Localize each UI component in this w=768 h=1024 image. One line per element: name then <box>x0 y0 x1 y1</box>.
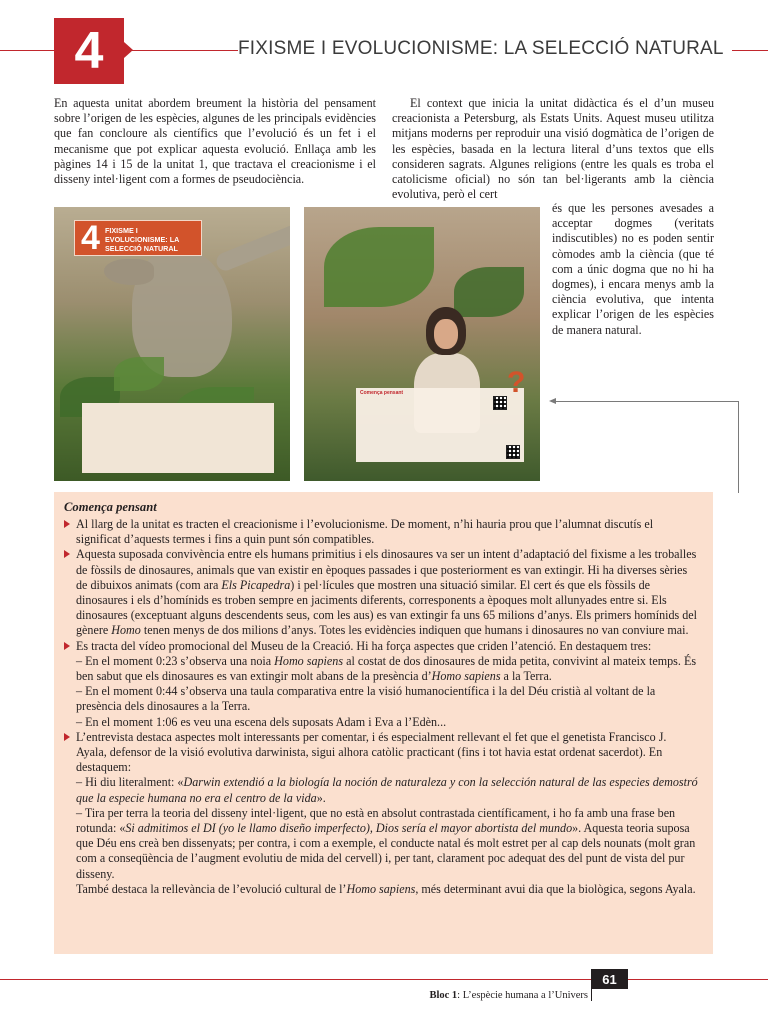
qr-code-icon <box>506 445 520 459</box>
connector-line <box>556 401 738 402</box>
book-unit-label <box>74 220 202 256</box>
box-title: Comença pensant <box>64 500 157 514</box>
bullet-item: L’entrevista destaca aspectes molt interessants per comentar, i és especialment rellevant el fet que el genetista Francisco J. Ayala, defensor de la visió evolutiva darwinista, sigui alhora catòlic practicant (fins i tot havia estat ordenat sacerdot). En destaquem: <box>64 730 699 776</box>
dash-item: – En el moment 0:23 s’observa una noia Homo sapiens al costat de dos dinosaures de mida petita, convivint al mateix temps. És ben sabut que els dinosaures es van extingir molt abans de la presència d’Homo sapiens a la Terra. <box>76 653 697 684</box>
dash-item: – Hi diu literalment: «Darwin extendió a la biología la noción de naturaleza y con la selección natural de las especies demostró que la especie humana no era el centro de la vida». <box>76 775 698 805</box>
girl-face <box>434 319 458 349</box>
bullet-item: Es tracta del vídeo promocional del Museu de la Creació. Hi ha força aspectes que criden l’atenció. En destaquem tres: <box>64 639 699 654</box>
connector-line <box>738 401 739 493</box>
foliage <box>114 357 164 391</box>
dinosaur-head <box>104 259 154 285</box>
unit-number-badge: 4 <box>54 18 124 84</box>
footer-divider <box>591 989 592 1001</box>
foliage <box>324 227 434 307</box>
bullet-item: Aquesta suposada convivència entre els humans primitius i els dinosaures va ser un intent d’adaptació del fixisme a les troballes de fòssils de dinosaures, animals que van existir en èpoques passades i que posteriorment es van extingir. Hi ha diverses sèries de dibuixos animats (com ara Els Picapedra) i pel·lícules que mostren una situació similar. El cert és que els fòssils de dinosaures i els d’homínids es troben sempre en jaciments diferents, corresponents a èpoques molt allunyades entre si. Els dinosaures (exceptuant alguns descendents seus, com les aus) es van extingir fa uns 65 milions d’anys. Els primers homínids del gènere Homo tenen menys de dos milions d’anys. Totes les evidències indiquen que humans i dinosaures no van conviure mai. <box>64 547 699 638</box>
book-label-number: 4 <box>81 219 100 257</box>
footer-rule <box>0 979 768 980</box>
dinosaur-tail <box>214 223 290 273</box>
bullet-arrow-icon <box>64 733 70 741</box>
page-title: FIXISME I EVOLUCIONISME: LA SELECCIÓ NATURAL <box>238 38 732 60</box>
dash-item: – En el moment 0:44 s’observa una taula comparativa entre la visió humanocientífica i la del Déu cristià al voltant de la presència dels dinosaures a la Terra. <box>76 684 656 714</box>
mini-box-title: Comença pensant <box>360 390 404 396</box>
bullet-arrow-icon <box>64 642 70 650</box>
question-mark-icon: ? <box>507 366 526 399</box>
intro-right-wrap-paragraph: és que les persones avesades a acceptar dogmes (veritats indiscutibles) no es poden sentir còmodes amb la ciència (que té com a únic dogma que no hi ha dogmes), i encara menys amb la ciència evolutiva, que intenta explicar l’origen de les espècies de manera natural. <box>552 201 714 337</box>
badge-pointer-icon <box>124 42 133 58</box>
bullet-arrow-icon <box>64 550 70 558</box>
page-number: 61 <box>591 969 628 989</box>
bullet-arrow-icon <box>64 520 70 528</box>
footer-bloc-label: Bloc 1: L’espècie humana a l’Univers <box>429 990 588 1001</box>
comenca-pensant-box <box>54 492 713 954</box>
intro-left-paragraph: En aquesta unitat abordem breument la història del pensament sobre l’origen de les espècies, algunes de les principals evidències que fan concloure als científics que l’evolució és un fet i el mecanisme que pot explicar aquesta evolució. Enllaça amb les pàgines 14 i 15 de la unitat 1, que tractava el creacionisme i el disseny intel·ligent com a formes de pseudociència. <box>54 96 376 187</box>
book-label-title: FIXISME I EVOLUCIONISME: LA SELECCIÓ NATURAL <box>105 226 180 253</box>
dash-item: – Tira per terra la teoria del disseny intel·ligent, que no està en absolut contrastada científicament, i ho fa amb una frase ben rotunda: «Si admitimos el DI (yo le llamo diseño imperfecto), Dios sería el mayor abortista del mundo». Aquesta teoria suposa que Déu ens creà ben dissenyats; per contra, i com a exemple, el conducte natal és molt estret per al cap dels nounats (molt gran com a conseqüència de l’augment evolutiu de mida del cervell) i, per tant, clarament poc adequat des del punt de vista del pur disseny. <box>76 805 696 881</box>
intro-right-paragraph: El context que inicia la unitat didàctica és el d’un museu creacionista a Petersburg, als Estats Units. Aquest museu utilitza mitjans moderns per reproduir una visió dogmàtica de l’origen de les espècies, basada en la lectura literal d’uns textos que ells consideren sagrats. Algunes religions (entre les quals es troba el catolicisme oficial) no són tan bel·ligerants amb la ciència evolutiva, però el cert <box>392 96 714 202</box>
arrow-left-icon <box>549 398 556 404</box>
bullet-item: Al llarg de la unitat es tracten el creacionisme i l’evolucionisme. De moment, n’hi hauria prou que l’alumnat discutís el significat d’aquests termes i fins a quin punt són compatibles. <box>64 517 699 547</box>
dash-item: També destaca la rellevància de l’evolució cultural de l’Homo sapiens, més determinant avui dia que la biològica, segons Ayala. <box>76 881 696 896</box>
dash-item: – En el moment 1:06 es veu una escena dels suposats Adam i Eva a l’Edèn... <box>76 714 447 729</box>
header-rule-left <box>0 50 54 51</box>
photo-caption-box <box>82 403 274 473</box>
qr-code-icon <box>493 396 507 410</box>
foliage <box>454 267 524 317</box>
